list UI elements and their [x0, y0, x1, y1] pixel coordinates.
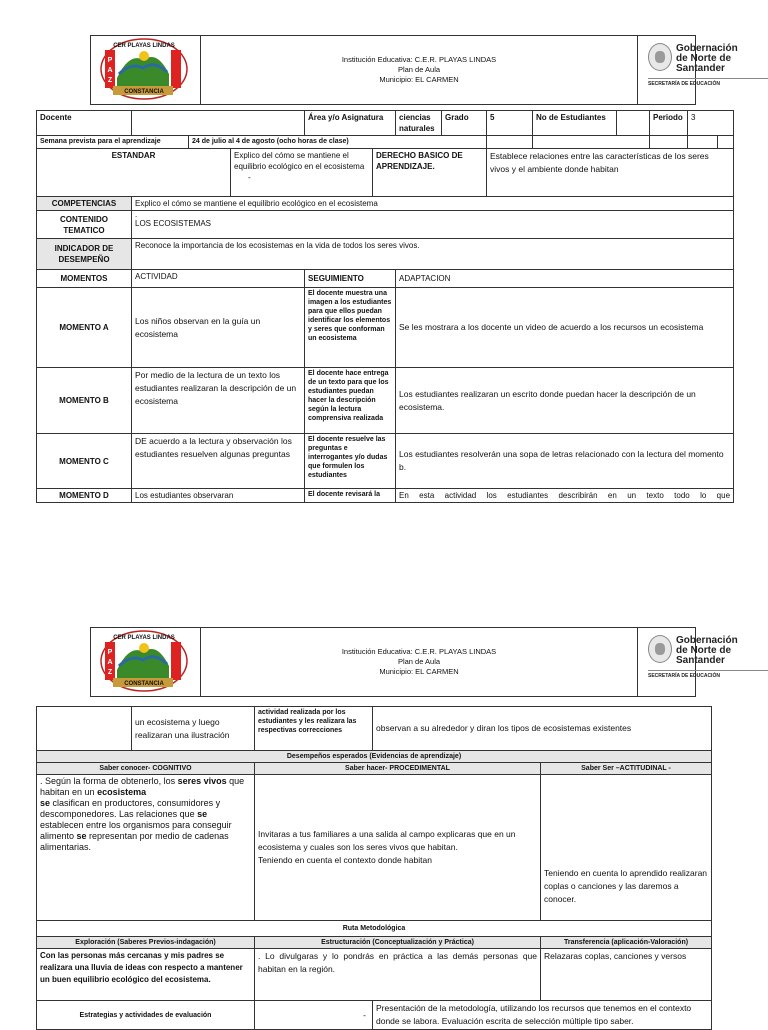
seguimiento-label: SEGUIMIENTO: [305, 270, 396, 288]
svg-text:CER PLAYAS LINDAS: CER PLAYAS LINDAS: [113, 43, 175, 49]
desempenos-title: Desempeños esperados (Evidencias de aprendizaje): [37, 751, 712, 763]
government-logo: [638, 628, 738, 696]
institution-info: [201, 36, 638, 104]
svg-text:P: P: [107, 649, 113, 656]
secretaria-label: SECRETARÍA DE EDUCACIÓN: [648, 670, 768, 679]
dba-value: Establece relaciones entre las características de los seres vivos y el ambiente donde habitan: [487, 149, 734, 197]
estrategias-dash: -: [255, 1001, 373, 1030]
momento-d-actividad-cont: un ecosistema y luego realizaran una ilustración: [132, 707, 255, 751]
estructuracion-label: Estructuración (Conceptualización y Práctica): [255, 937, 541, 949]
school-logo-cell: [91, 36, 201, 104]
area-label: Área y/o Asignatura: [305, 111, 396, 136]
adaptacion-label: ADAPTACION: [396, 270, 734, 288]
momento-a-adaptacion: Se les mostrara a los docente un video de acuerdo a los recursos un ecosistema: [396, 288, 734, 368]
momento-c-seguimiento: El docente resuelve las preguntas e interrogantes y/o dudas que formulen los estudiantes: [305, 434, 396, 489]
svg-text:A: A: [107, 67, 113, 74]
table-row: [37, 434, 734, 489]
contenido-dot: .: [135, 210, 138, 219]
exploracion-value: Con las personas más cercanas y mis padres se realizara una lluvia de ideas con respecto a mantener un buen equilibrio ecológico del ecosistema.: [37, 949, 255, 1001]
table-row: [37, 368, 734, 434]
actividad-label: ACTIVIDAD: [132, 270, 305, 288]
school-logo: [99, 38, 189, 104]
svg-text:CONSTANCIA: CONSTANCIA: [124, 89, 164, 95]
num-students-label: No de Estudiantes: [533, 111, 617, 136]
cognitivo-text: . Según la forma de obtenerlo, los seres vivos que habitan en un ecosistema se clasifican en productores, consumidores y descomponedores. Las relaciones que se establecen entre los organismos para conseguir alimento se representan por medio de cadenas alimentarias.: [37, 775, 255, 921]
continuation-empty: [37, 707, 132, 751]
momento-a-label: MOMENTO A: [37, 288, 132, 368]
momento-c-adaptacion: Los estudiantes resolverán una sopa de letras relacionado con la lectura del momento b.: [396, 434, 734, 489]
momento-d-adaptacion-cont: observan a su alrededor y diran los tipos de ecosistemas existentes: [373, 707, 712, 751]
momento-b-label: MOMENTO B: [37, 368, 132, 434]
indicador-value: Reconoce la importancia de los ecosistemas en la vida de todos los seres vivos.: [132, 239, 734, 270]
plan-title: Plan de Aula: [397, 65, 441, 74]
institution-name: Institución Educativa: C.E.R. PLAYAS LINDAS: [341, 55, 497, 64]
momento-a-actividad: Los niños observan en la guía un ecosistema: [132, 288, 305, 368]
seal-icon: [648, 43, 672, 71]
semana-empty: [487, 136, 533, 149]
plan-title: Plan de Aula: [397, 657, 441, 666]
page2-header: [90, 627, 738, 697]
institution-info: [201, 628, 638, 696]
area-value: ciencias naturales: [396, 111, 442, 136]
competencias-label: COMPETENCIAS: [37, 197, 132, 211]
estandar-label: ESTANDAR: [37, 149, 231, 197]
momento-d-label: MOMENTO D: [37, 489, 132, 503]
momento-d-seguimiento-cont: actividad realizada por los estudiantes y les realizara las respectivas correcciones: [255, 707, 373, 751]
momento-d-actividad: Los estudiantes observaran: [132, 489, 305, 503]
semana-empty-5: [718, 136, 734, 149]
government-name: Gobernación de Norte de Santander: [676, 635, 738, 666]
svg-text:Z: Z: [107, 77, 113, 84]
momento-d-adaptacion: En esta actividad los estudiantes describirán en un texto todo lo que: [396, 489, 734, 503]
svg-text:P: P: [107, 57, 113, 64]
indicador-label: INDICADOR DE DESEMPEÑO: [37, 239, 132, 270]
momentos-label: MOMENTOS: [37, 270, 132, 288]
estandar-cell: [231, 149, 373, 197]
transferencia-value: Relazaras coplas, canciones y versos: [541, 949, 712, 1001]
momento-c-label: MOMENTO C: [37, 434, 132, 489]
contenido-value: LOS ECOSISTEMAS: [135, 219, 212, 228]
government-logo: [638, 36, 738, 104]
momento-b-adaptacion: Los estudiantes realizaran un escrito donde puedan hacer la descripción de un ecosistema.: [396, 368, 734, 434]
semana-value: 24 de julio al 4 de agosto (ocho horas de clase): [189, 136, 487, 149]
procedimental-text: Invitaras a tus familiares a una salida al campo explicaras que en un ecosistema y cuales son los seres vivos que habitan. Teniendo en cuenta el contexto donde habitan: [255, 775, 541, 921]
docente-label: Docente: [37, 111, 132, 136]
grado-label: Grado: [442, 111, 487, 136]
momento-d-seguimiento: El docente revisará la: [305, 489, 396, 503]
semana-empty-4: [688, 136, 718, 149]
docente-value[interactable]: [132, 111, 305, 136]
semana-label: Semana prevista para el aprendizaje: [37, 136, 189, 149]
municipality: Municipio: EL CARMEN: [379, 667, 459, 676]
svg-text:A: A: [107, 659, 113, 666]
dba-label: DERECHO BASICO DE APRENDIZAJE.: [373, 149, 487, 197]
municipality: Municipio: EL CARMEN: [379, 75, 459, 84]
momento-b-actividad: Por medio de la lectura de un texto los estudiantes realizaran la descripción de un ecosistema: [132, 368, 305, 434]
momento-c-actividad: DE acuerdo a la lectura y observación los estudiantes resuelven algunas preguntas: [132, 434, 305, 489]
contenido-cell: [132, 211, 734, 239]
school-logo: [99, 630, 189, 696]
contenido-label: CONTENIDO TEMATICO: [37, 211, 132, 239]
momento-a-seguimiento: El docente muestra una imagen a los estudiantes para que ellos puedan identificar los elementos y seres que conforman un ecosistema: [305, 288, 396, 368]
grado-value: 5: [487, 111, 533, 136]
table-row: [37, 288, 734, 368]
momento-b-seguimiento: El docente hace entrega de un texto para que los estudiantes puedan hacer la descripción según la lectura comprensiva realizada: [305, 368, 396, 434]
secretaria-label: SECRETARÍA DE EDUCACIÓN: [648, 78, 768, 87]
exploracion-label: Exploración (Saberes Previos-indagación): [37, 937, 255, 949]
periodo-value: 3: [688, 111, 734, 136]
svg-text:CONSTANCIA: CONSTANCIA: [124, 681, 164, 687]
saber-hacer-label: Saber hacer- PROCEDIMENTAL: [255, 763, 541, 775]
institution-name: Institución Educativa: C.E.R. PLAYAS LINDAS: [341, 647, 497, 656]
num-students-value[interactable]: [617, 111, 650, 136]
semana-empty-3: [650, 136, 688, 149]
estrategias-label: Estrategias y actividades de evaluación: [37, 1001, 255, 1030]
svg-text:CER PLAYAS LINDAS: CER PLAYAS LINDAS: [113, 635, 175, 641]
school-logo-cell: [91, 628, 201, 696]
page1-header: [90, 35, 738, 105]
estructuracion-value: . Lo divulgaras y lo pondrás en práctica a las demás personas que habitan en la región.: [255, 949, 541, 1001]
saber-conocer-label: Saber conocer- COGNITIVO: [37, 763, 255, 775]
estandar-dash: -: [248, 173, 251, 182]
evidence-table: [36, 706, 712, 1030]
estandar-value: Explico del cómo se mantiene el equilibrio ecológico en el ecosistema: [234, 151, 365, 171]
svg-text:Z: Z: [107, 669, 113, 676]
ruta-title: Ruta Metodológica: [37, 921, 712, 937]
lesson-plan-table: [36, 110, 734, 503]
seal-icon: [648, 635, 672, 663]
government-name: Gobernación de Norte de Santander: [676, 43, 738, 74]
semana-empty-2: [533, 136, 650, 149]
transferencia-label: Transferencia (aplicación-Valoración): [541, 937, 712, 949]
competencias-value: Explico el cómo se mantiene el equilibrio ecológico en el ecosistema: [132, 197, 734, 211]
periodo-label: Periodo: [650, 111, 688, 136]
actitudinal-text: Teniendo en cuenta lo aprendido realizaran coplas o canciones y las daremos a conocer.: [541, 775, 712, 921]
saber-ser-label: Saber Ser –ACTITUDINAL -: [541, 763, 712, 775]
estrategias-value: Presentación de la metodología, utilizando los recursos que tenemos en el contexto donde se labora. Evaluación escrita de selección múltiple tipo saber.: [373, 1001, 712, 1030]
table-row: [37, 489, 734, 503]
